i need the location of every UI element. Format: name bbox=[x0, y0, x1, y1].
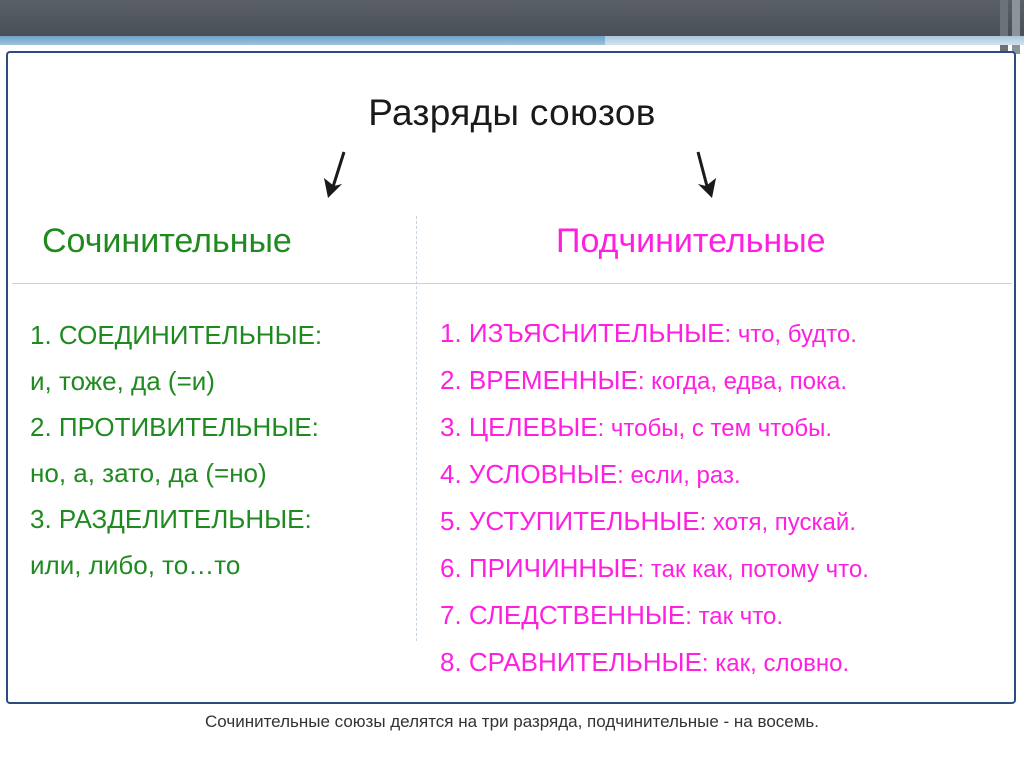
example-words: : хотя, пускай. bbox=[699, 509, 856, 536]
example-words: : как, словно. bbox=[701, 650, 850, 677]
example-words: : так как, потому что. bbox=[637, 556, 869, 583]
list-item bbox=[440, 595, 869, 642]
list-item: но, а, зато, да (=но) bbox=[30, 458, 267, 488]
accent-line-faded bbox=[605, 36, 1024, 45]
category-label: 8. СРАВНИТЕЛЬНЫЕ bbox=[440, 647, 702, 677]
top-bar-edge bbox=[1000, 0, 1008, 54]
category-label: 3. ЦЕЛЕВЫЕ bbox=[440, 412, 598, 442]
subordinating-list bbox=[440, 313, 869, 689]
list-item bbox=[440, 360, 869, 407]
list-item bbox=[440, 501, 869, 548]
category-label: 1. ИЗЪЯСНИТЕЛЬНЫЕ bbox=[440, 318, 725, 348]
list-item bbox=[440, 454, 869, 501]
list-item: и, тоже, да (=и) bbox=[30, 366, 215, 396]
list-item bbox=[440, 548, 869, 595]
list-item: 1. СОЕДИНИТЕЛЬНЫЕ: bbox=[30, 320, 323, 350]
example-words: : если, раз. bbox=[617, 462, 741, 489]
category-label: 6. ПРИЧИННЫЕ bbox=[440, 553, 638, 583]
category-label: 2. ВРЕМЕННЫЕ bbox=[440, 365, 638, 395]
coordinating-list bbox=[30, 312, 322, 588]
list-item bbox=[440, 642, 869, 689]
accent-line bbox=[0, 36, 605, 45]
horizontal-divider bbox=[12, 283, 1012, 284]
example-words: : так что. bbox=[685, 603, 784, 630]
vertical-divider bbox=[416, 216, 417, 641]
top-bar bbox=[0, 0, 1024, 36]
slide-caption: Сочинительные союзы делятся на три разряда, подчинительные - на восемь. bbox=[204, 712, 820, 731]
arrow-down-right-icon bbox=[688, 150, 728, 202]
list-item bbox=[440, 313, 869, 360]
category-label: 5. УСТУПИТЕЛЬНЫЕ bbox=[440, 506, 700, 536]
list-item bbox=[440, 407, 869, 454]
example-words: : чтобы, с тем чтобы. bbox=[597, 415, 832, 442]
coordinating-heading: Сочинительные bbox=[42, 222, 292, 260]
category-label: 7. СЛЕДСТВЕННЫЕ bbox=[440, 600, 686, 630]
example-words: : что, будто. bbox=[724, 321, 857, 348]
example-words: : когда, едва, пока. bbox=[637, 368, 848, 395]
slide-title: Разряды союзов bbox=[368, 92, 656, 133]
arrow-down-left-icon bbox=[318, 150, 358, 202]
top-bar-edge bbox=[1012, 0, 1020, 54]
list-item: или, либо, то…то bbox=[30, 550, 241, 580]
subordinating-heading: Подчинительные bbox=[556, 222, 826, 260]
list-item: 3. РАЗДЕЛИТЕЛЬНЫЕ: bbox=[30, 504, 312, 534]
category-label: 4. УСЛОВНЫЕ bbox=[440, 459, 618, 489]
list-item: 2. ПРОТИВИТЕЛЬНЫЕ: bbox=[30, 412, 319, 442]
